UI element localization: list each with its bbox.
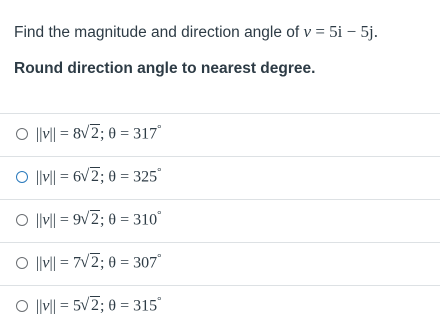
magnitude-coefficient: 8: [72, 125, 81, 143]
question-math: [304, 22, 378, 41]
sqrt-symbol: √ 2: [81, 297, 100, 315]
sqrt-symbol: √ 2: [81, 168, 100, 186]
direction-angle: 325: [133, 168, 158, 186]
answer-list: [0, 113, 440, 328]
magnitude-coefficient: 7: [72, 254, 81, 272]
answer-option-1[interactable]: [0, 113, 440, 157]
magnitude-coefficient: 6: [72, 168, 81, 186]
radio-button[interactable]: [16, 171, 28, 183]
answer-option-4[interactable]: [0, 243, 440, 286]
answer-label: ||v|| = 6 √ 2; θ = 325°: [36, 166, 162, 186]
answer-label: ||v|| = 9 √ 2; θ = 310°: [36, 209, 162, 229]
answer-label: ||v|| = 8 √ 2; θ = 317°: [36, 123, 162, 143]
question-text: [14, 22, 378, 42]
radio-button[interactable]: [16, 214, 28, 226]
answer-option-5[interactable]: [0, 286, 440, 328]
instruction-text: Round direction angle to nearest degree.: [14, 60, 316, 77]
radio-button[interactable]: [16, 128, 28, 140]
answer-option-2[interactable]: [0, 157, 440, 200]
sqrt-symbol: √ 2: [81, 211, 100, 229]
direction-angle: 315: [133, 297, 158, 315]
magnitude-coefficient: 5: [72, 297, 81, 315]
answer-option-3[interactable]: [0, 200, 440, 243]
question-prefix: Find the magnitude and direction angle of: [14, 24, 304, 41]
answer-label: ||v|| = 5 √ 2; θ = 315°: [36, 295, 162, 315]
direction-angle: 317: [133, 125, 158, 143]
question-variable: v: [303, 22, 312, 41]
direction-angle: 310: [133, 211, 158, 229]
answer-label: ||v|| = 7 √ 2; θ = 307°: [36, 252, 162, 272]
question-expression: = 5i − 5j.: [311, 22, 378, 41]
radio-button[interactable]: [16, 300, 28, 312]
direction-angle: 307: [133, 254, 158, 272]
sqrt-symbol: √ 2: [81, 125, 100, 143]
magnitude-coefficient: 9: [72, 211, 81, 229]
sqrt-symbol: √ 2: [81, 254, 100, 272]
radio-button[interactable]: [16, 257, 28, 269]
